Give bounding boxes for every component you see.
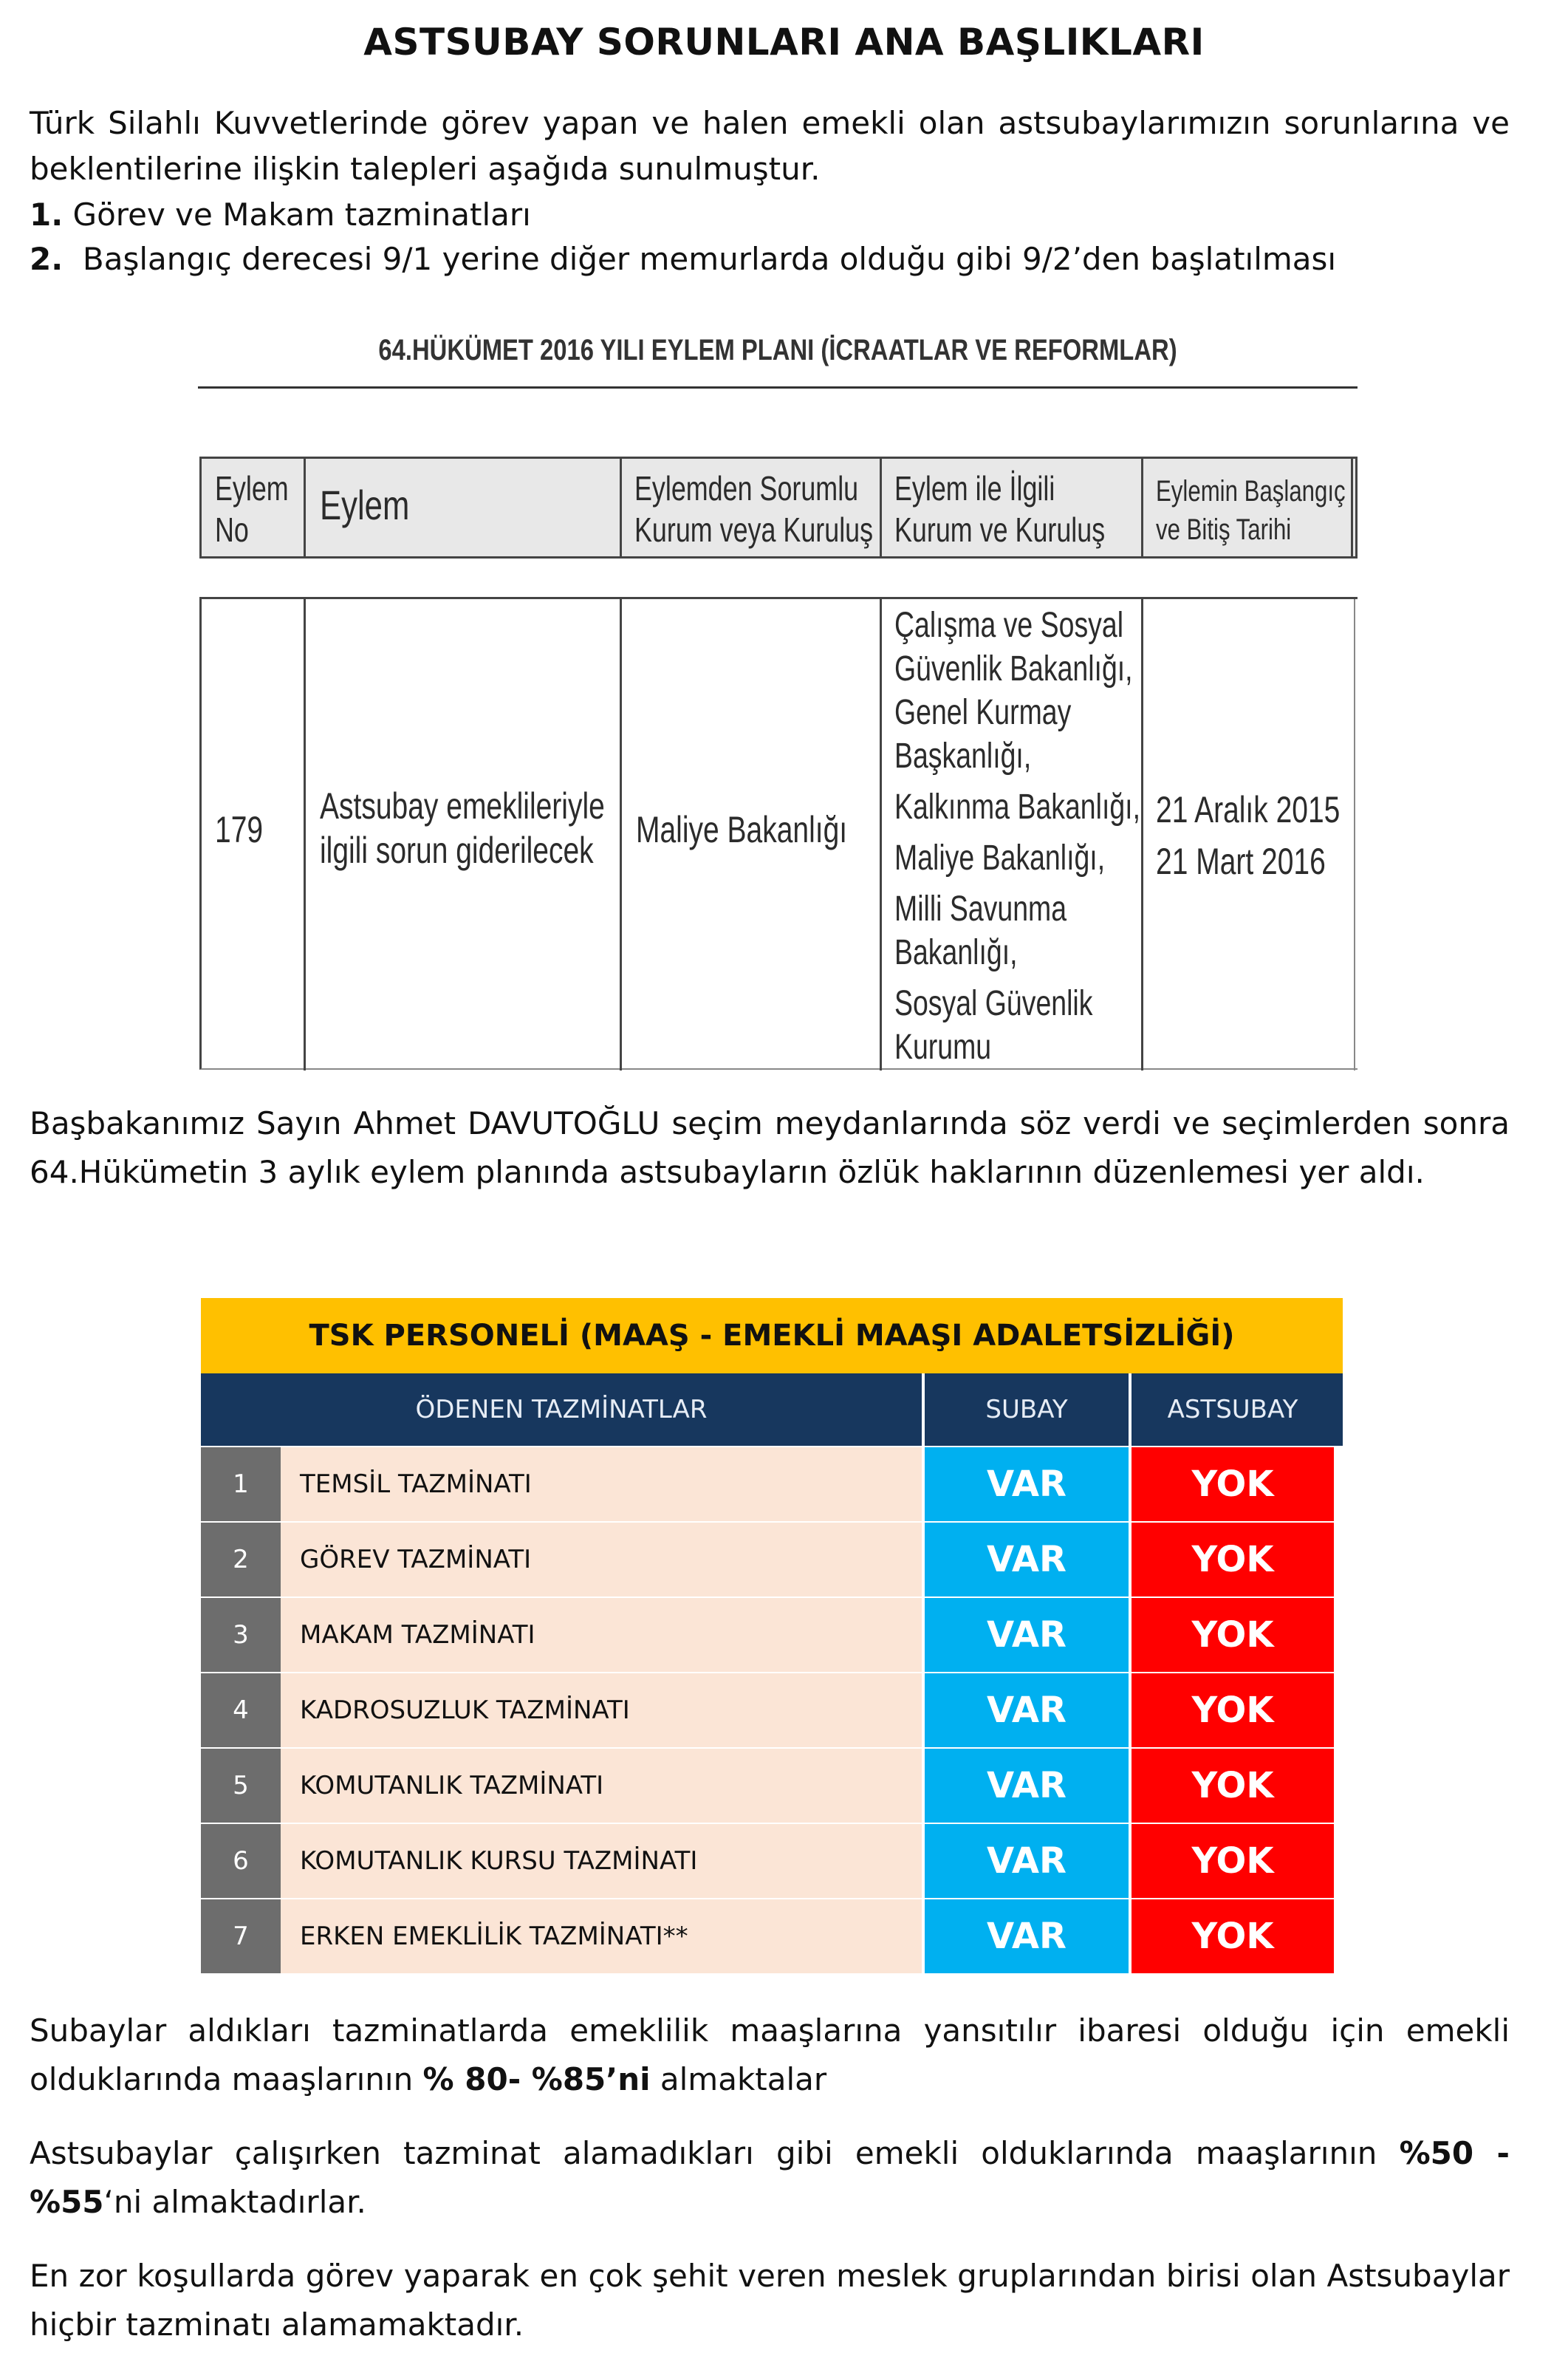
row-number: 5 <box>201 1749 281 1823</box>
list-text: Görev ve Makam tazminatları <box>72 197 531 233</box>
header-tarih <box>1156 472 1346 549</box>
row-sorumlu: Maliye Bakanlığı <box>636 809 848 850</box>
header-ilgili <box>894 468 1105 550</box>
row-number: 1 <box>201 1447 281 1521</box>
table-row <box>201 1673 1343 1747</box>
astsubay-status: YOK <box>1132 1749 1334 1823</box>
tsk-table-title: TSK PERSONELİ (MAAŞ - EMEKLİ MAAŞI ADALETSİZLİĞİ) <box>201 1298 1343 1373</box>
para-bold-percent: % 80- %85’ni <box>422 2061 651 2097</box>
allowance-name: KADROSUZLUK TAZMİNATI <box>281 1673 922 1747</box>
cell-line: Başkanlığı, <box>894 737 1032 776</box>
allowance-name: KOMUTANLIK KURSU TAZMİNATI <box>281 1824 922 1898</box>
cell-line: Astsubay emeklileriyle <box>320 785 605 827</box>
header-line: Kurum veya Kuruluş <box>634 510 874 549</box>
cell-line: ilgili sorun giderilecek <box>320 830 594 871</box>
subay-status: VAR <box>925 1824 1129 1898</box>
row-number: 4 <box>201 1673 281 1747</box>
list-number: 1. <box>30 197 64 233</box>
row-ilgili <box>894 604 1140 1069</box>
divider <box>1351 459 1353 556</box>
cell-line: Güvenlik Bakanlığı, <box>894 649 1133 689</box>
para-text: Subaylar aldıkları tazminatlarda emeklilik maaşlarına yansıtılır ibaresi olduğu için emekli olduklarında maaşlarının <box>30 2012 1510 2097</box>
row-eylem <box>320 784 605 872</box>
astsubay-status: YOK <box>1132 1523 1334 1596</box>
intro-paragraph: Türk Silahlı Kuvvetlerinde görev yapan ve halen emekli olan astsubaylarımızın sorunlarına ve beklentilerine ilişkin talepleri aşağıda sunulmuştur. <box>30 105 1510 187</box>
divider <box>1141 459 1143 556</box>
subay-status: VAR <box>925 1523 1129 1596</box>
astsubay-paragraph <box>30 2129 1510 2227</box>
subay-paragraph <box>30 2007 1510 2104</box>
allowance-name: MAKAM TAZMİNATI <box>281 1598 922 1672</box>
header-line: Kurum ve Kuruluş <box>894 510 1106 549</box>
header-line: ve Bitiş Tarihi <box>1156 513 1292 546</box>
astsubay-status: YOK <box>1132 1824 1334 1898</box>
plan-table-row <box>199 597 1358 1070</box>
table-row <box>201 1899 1343 1973</box>
cell-line: Genel Kurmay <box>894 693 1072 732</box>
divider <box>620 459 622 556</box>
header-sorumlu <box>634 468 873 550</box>
astsubay-status: YOK <box>1132 1899 1334 1973</box>
divider <box>880 459 882 556</box>
astsubay-status: YOK <box>1132 1673 1334 1747</box>
cell-line: Sosyal Güvenlik <box>894 984 1093 1023</box>
row-number: 3 <box>201 1598 281 1672</box>
row-no: 179 <box>215 809 264 850</box>
cell-line: 21 Mart 2016 <box>1156 841 1326 882</box>
divider <box>620 599 622 1070</box>
list-text: Başlangıç derecesi 9/1 yerine diğer memurlarda olduğu gibi 9/2’den başlatılması <box>82 241 1337 277</box>
list-item-1 <box>30 192 1510 238</box>
para-text: Astsubaylar çalışırken tazminat alamadıkları gibi emekli olduklarında maaşlarının <box>30 2135 1400 2171</box>
tsk-table-body <box>201 1447 1343 1973</box>
row-number: 2 <box>201 1523 281 1596</box>
row-tarih <box>1156 784 1340 887</box>
divider <box>880 599 882 1070</box>
para-bold-percent: %50 - %55 <box>30 2135 1510 2220</box>
cell-line: Milli Savunma <box>894 889 1067 929</box>
table-row <box>201 1598 1343 1672</box>
header-line: Eylem <box>215 469 289 508</box>
allowance-name: ERKEN EMEKLİLİK TAZMİNATI** <box>281 1899 922 1973</box>
tsk-table-header <box>201 1373 1343 1446</box>
davutoglu-paragraph: Başbakanımız Sayın Ahmet DAVUTOĞLU seçim meydanlarında söz verdi ve seçimlerden sonra 64.Hükümetin 3 aylık eylem planında astsubayların özlük haklarının düzenlemesi yer aldı. <box>30 1105 1510 1190</box>
header-line: Eylemin Başlangıç <box>1156 475 1346 508</box>
row-number: 7 <box>201 1899 281 1973</box>
divider <box>1141 599 1143 1070</box>
col-header-items: ÖDENEN TAZMİNATLAR <box>415 1395 708 1424</box>
table-row <box>201 1824 1343 1898</box>
plan-title-rule <box>198 386 1358 389</box>
allowance-name: KOMUTANLIK TAZMİNATI <box>281 1749 922 1823</box>
divider <box>304 599 306 1070</box>
col-header-subay: SUBAY <box>922 1373 1129 1446</box>
row-number: 6 <box>201 1824 281 1898</box>
header-line: No <box>215 510 249 549</box>
astsubay-status: YOK <box>1132 1598 1334 1672</box>
header-line: Eylemden Sorumlu <box>634 469 859 508</box>
cell-line: Kurumu <box>894 1028 992 1067</box>
para-text: almaktalar <box>650 2061 827 2097</box>
cell-line: Bakanlığı, <box>894 933 1018 972</box>
allowance-name: GÖREV TAZMİNATI <box>281 1523 922 1596</box>
cell-line: Çalışma ve Sosyal <box>894 606 1124 645</box>
para-text: ‘ni almaktadırlar. <box>103 2184 366 2220</box>
page-title: ASTSUBAY SORUNLARI ANA BAŞLIKLARI <box>363 21 1205 64</box>
cell-line: Maliye Bakanlığı, <box>894 839 1106 878</box>
list-item-2 <box>30 236 1510 282</box>
divider <box>1354 599 1355 1070</box>
subay-status: VAR <box>925 1447 1129 1521</box>
closing-paragraph: En zor koşullarda görev yaparak en çok şehit veren meslek gruplarından birisi olan Astsubaylar hiçbir tazminatı alamamaktadır. <box>30 2258 1510 2343</box>
subay-status: VAR <box>925 1899 1129 1973</box>
astsubay-status: YOK <box>1132 1447 1334 1521</box>
plan-table-header <box>199 457 1358 559</box>
cell-line: 21 Aralık 2015 <box>1156 789 1341 830</box>
table-row <box>201 1749 1343 1823</box>
subay-status: VAR <box>925 1673 1129 1747</box>
table-row <box>201 1523 1343 1596</box>
plan-title: 64.HÜKÜMET 2016 YILI EYLEM PLANI (İCRAATLAR VE REFORMLAR) <box>378 334 1177 366</box>
divider <box>304 459 306 556</box>
cell-line: Kalkınma Bakanlığı, <box>894 788 1140 827</box>
header-eylem: Eylem <box>320 482 410 528</box>
table-row <box>201 1447 1343 1521</box>
header-line: Eylem ile İlgili <box>894 469 1055 508</box>
tsk-comparison-table <box>201 1298 1343 1973</box>
subay-status: VAR <box>925 1749 1129 1823</box>
col-header-astsubay: ASTSUBAY <box>1129 1373 1334 1446</box>
allowance-name: TEMSİL TAZMİNATI <box>281 1447 922 1521</box>
subay-status: VAR <box>925 1598 1129 1672</box>
header-eylem-no <box>215 468 289 550</box>
list-number: 2. <box>30 241 64 277</box>
